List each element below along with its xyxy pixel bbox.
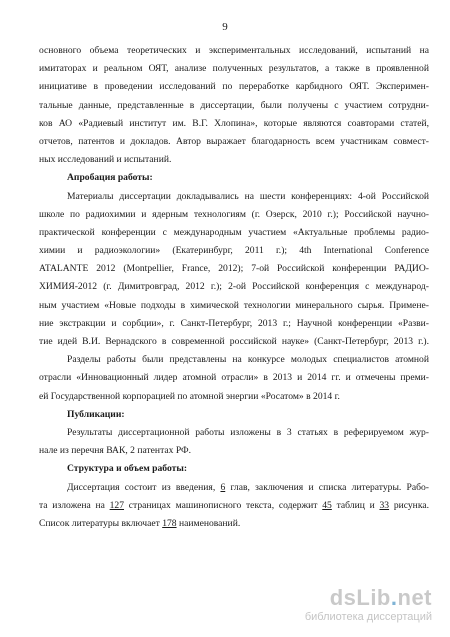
text-line: ATALANTE 2012 (Montpellier, France, 2012); 7-ой Российской конференции РАДИО- bbox=[39, 263, 429, 275]
text-line: Результаты диссертационной работы изложены в 3 статьях в реферируемом жур- bbox=[67, 426, 429, 438]
text-line: ние экстракции и сорбции», г. Санкт-Петербург, 2013 г.; Научной конференции «Разви- bbox=[39, 317, 429, 329]
text-line: тальные данные, представленные в диссертации, были получены с участием сотрудни- bbox=[39, 99, 429, 111]
text-line: отчетов, патентов и докладов. Автор выражает благодарность всем участникам совмест- bbox=[39, 135, 429, 147]
text-line: Материалы диссертации докладывались на шести конференциях: 4-ой Российской bbox=[67, 190, 429, 202]
structure-heading: Структура и объем работы: bbox=[67, 463, 188, 475]
text-line: ных исследований и испытаний. bbox=[39, 154, 172, 166]
pages-count: 127 bbox=[109, 499, 125, 511]
text-line: инициативе в проведении исследований по переработке карбидного ОЯТ. Эксперимен- bbox=[39, 81, 429, 93]
text-line: ХИМИЯ-2012 (г. Димитровград, 2012 г.); 2-ой Российской конференция с международ- bbox=[39, 281, 429, 293]
figures-count: 33 bbox=[379, 499, 390, 511]
text-line: Разделы работы были представлены на конкурсе молодых специалистов атомной bbox=[67, 354, 429, 366]
watermark bbox=[282, 585, 432, 629]
text-line: та изложена на 127 страницах машинописного текста, содержит 45 таблиц и 33 рисунка. bbox=[39, 499, 429, 511]
text-line: Список литературы включает 178 наименований. bbox=[39, 517, 241, 529]
chapters-count: 6 bbox=[220, 481, 226, 493]
text-line: ным участием «Новые подходы в химической технологии минерального сырья. Примене- bbox=[39, 299, 429, 311]
text-line: основного объема теоретических и экспериментальных исследований, испытаний на bbox=[39, 45, 429, 56]
text-line: ей Государственной корпорацией по атомной энергии «Росатом» в 2014 г. bbox=[39, 390, 340, 402]
publications-paragraph bbox=[39, 424, 429, 460]
text-line: ков АО «Радиевый институт им. В.Г. Хлопина», которые являются соавторами статей, bbox=[39, 117, 429, 129]
text-line: нале из перечня ВАК, 2 патентах РФ. bbox=[39, 445, 191, 457]
text-line: тие идей В.И. Вернадского в современной российской науке» (Санкт-Петербург, 2013 г.). bbox=[39, 336, 429, 347]
publications-heading: Публикации: bbox=[67, 408, 125, 420]
text-line: химии и радиоэкологии» (Екатеринбург, 2011 г.); 4th International Conference bbox=[39, 245, 429, 257]
contribution-paragraph bbox=[39, 42, 429, 169]
text-line: школе по радиохимии и ядерным технологиям (г. Озерск, 2010 г.); Российской научно- bbox=[39, 208, 429, 220]
body-text bbox=[39, 42, 429, 533]
text-line: практической конференции с международным участием «Актуальные проблемы радио- bbox=[39, 226, 429, 238]
page-number: 9 bbox=[222, 21, 228, 33]
text-line: имитаторах и реальном ОЯТ, анализе полученных результатов, а также в проявленной bbox=[39, 63, 429, 75]
tables-count: 45 bbox=[322, 499, 332, 511]
text-line: отрасли «Инновационный лидер атомной отрасли» в 2013 и 2014 гг. и отмечены преми- bbox=[39, 372, 429, 384]
watermark-logo: dsLib.net bbox=[329, 585, 432, 610]
awards-paragraph bbox=[39, 351, 429, 406]
approbation-paragraph bbox=[39, 188, 429, 352]
approbation-heading: Апробация работы: bbox=[67, 172, 153, 184]
references-count: 178 bbox=[162, 517, 177, 529]
text-line: Диссертация состоит из введения, 6 глав, заключения и списка литературы. Рабо- bbox=[67, 481, 429, 493]
structure-paragraph bbox=[39, 479, 429, 534]
watermark-subtitle: библиотека диссертаций bbox=[304, 611, 432, 623]
